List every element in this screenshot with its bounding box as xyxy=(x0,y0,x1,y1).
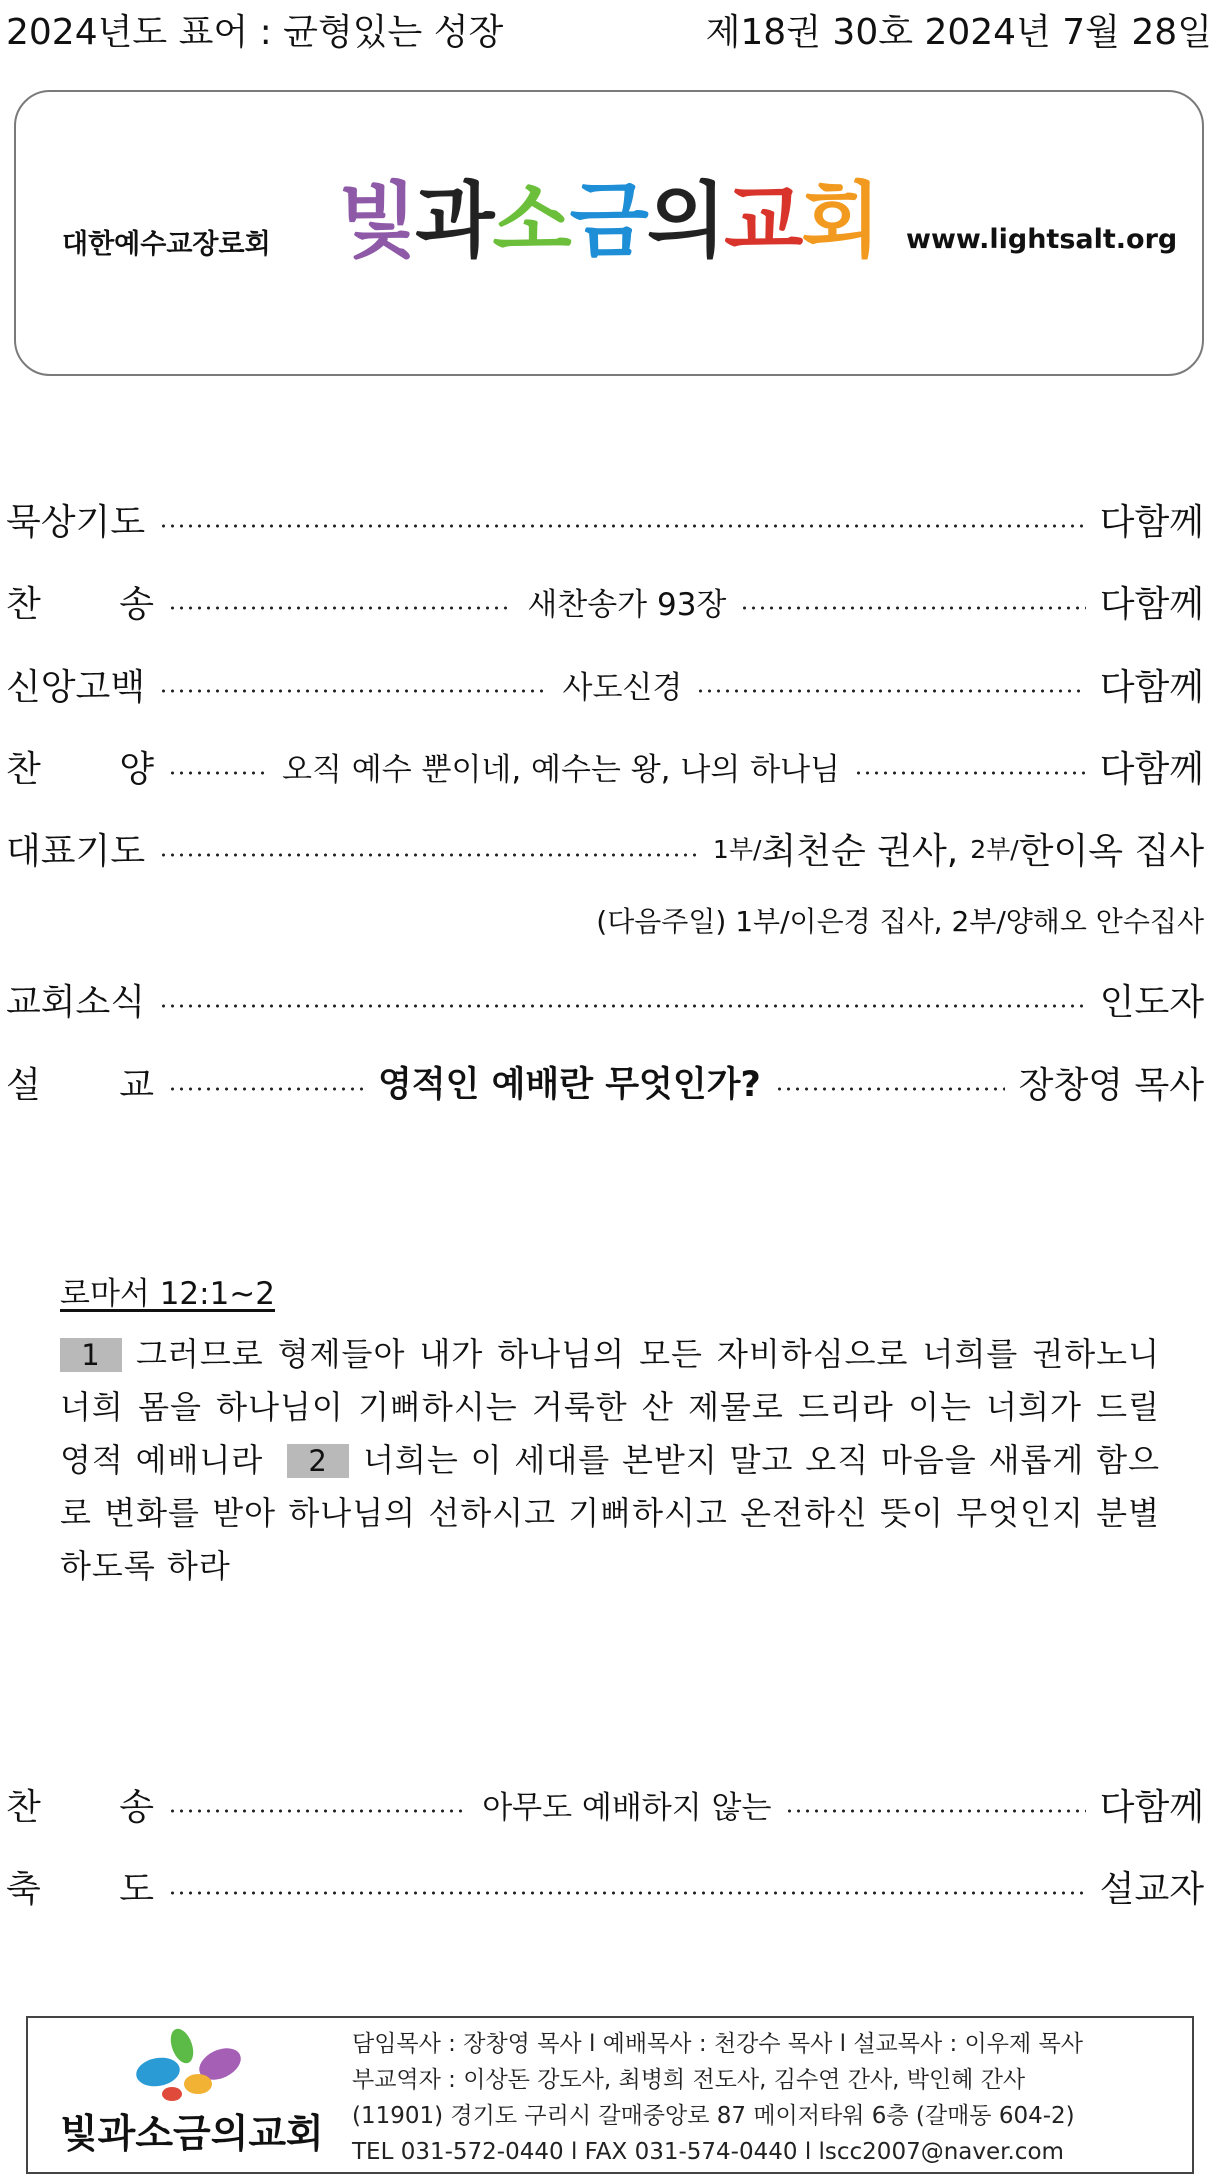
order-detail: 사도신경 xyxy=(562,669,683,706)
order-label: 찬 양 xyxy=(6,748,154,790)
order-label: 묵상기도 xyxy=(6,501,146,543)
order-label: 찬 송 xyxy=(6,1786,154,1828)
website-link[interactable]: www.lightsalt.org xyxy=(906,224,1178,255)
footer-church-name: 빛과소금의교회 xyxy=(60,2111,324,2157)
dot-leader xyxy=(168,1087,364,1091)
scripture-reference: 로마서 12:1~2 xyxy=(60,1276,276,1312)
church-flower-icon xyxy=(120,2024,260,2104)
sermon-title: 영적인 예배란 무엇인가? xyxy=(378,1065,761,1105)
preacher: 장창영 목사 xyxy=(1018,1064,1204,1106)
petal-blue xyxy=(134,2054,182,2089)
dot-leader xyxy=(775,1087,1005,1091)
order-label: 축 도 xyxy=(6,1868,154,1910)
verse-number: 2 xyxy=(287,1444,349,1478)
logo-char: 금 xyxy=(569,173,647,269)
logo-char: 회 xyxy=(801,173,879,269)
dot-leader xyxy=(168,771,268,775)
footer-staff-line: 담임목사 : 장창영 목사 l 예배목사 : 천강수 목사 l 설교목사 : 이우제 목사 xyxy=(352,2031,1083,2057)
order-leader: 다함께 xyxy=(1099,748,1204,790)
dot-leader xyxy=(159,853,699,857)
order-leader: 다함께 xyxy=(1099,666,1205,708)
church-logo-wordmark xyxy=(338,173,879,269)
order-row-silent-prayer xyxy=(6,495,1204,543)
order-leader: 설교자 xyxy=(1099,1868,1204,1910)
order-row-praise xyxy=(6,742,1204,790)
service-prefix: 2부/ xyxy=(970,835,1019,864)
prayer-leader-1: 최천순 권사, xyxy=(761,830,959,872)
logo-char: 교 xyxy=(724,173,802,269)
order-leader: 인도자 xyxy=(1099,981,1204,1023)
order-detail: 오직 예수 뿐이네, 예수는 왕, 나의 하나님 xyxy=(282,751,840,788)
issue-date: 제18권 30호 2024년 7월 28일 xyxy=(705,12,1212,53)
dot-leader xyxy=(168,606,513,610)
order-label: 교회소식 xyxy=(6,981,146,1023)
order-row-creed xyxy=(6,660,1204,708)
denomination-label: 대한예수교장로회 xyxy=(62,229,271,260)
order-label: 신앙고백 xyxy=(6,666,146,708)
prayer-leader-2: 한이옥 집사 xyxy=(1018,830,1204,872)
dot-leader xyxy=(168,1809,468,1813)
order-row-representative-prayer xyxy=(6,824,1204,872)
order-detail: 새찬송가 93장 xyxy=(527,586,727,623)
petal-yellow xyxy=(184,2074,212,2094)
footer-contact-info xyxy=(352,2026,1182,2170)
footer-assistants-line: 부교역자 : 이상돈 강도사, 최병희 전도사, 김수연 간사, 박인혜 간사 xyxy=(352,2067,1026,2093)
dot-leader xyxy=(854,771,1086,775)
dot-leader xyxy=(168,1891,1086,1895)
order-row-closing-hymn xyxy=(6,1780,1204,1828)
dot-leader xyxy=(740,606,1085,610)
order-row-sermon xyxy=(6,1058,1204,1106)
verse-text: 너희는 이 세대를 본받지 말고 오직 마음을 새롭게 함으로 변화를 받아 하나님의 선하시고 기뻐하시고 온전하신 뜻이 무엇인지 분별하도록 하라 xyxy=(60,1441,1160,1585)
dot-leader xyxy=(159,1004,1086,1008)
order-leader: 다함께 xyxy=(1099,583,1205,625)
order-row-benediction xyxy=(6,1862,1204,1910)
footer-phone-line[interactable]: TEL 031-572-0440 l FAX 031-574-0440 l lscc2007@naver.com xyxy=(352,2139,1064,2165)
logo-char: 과 xyxy=(415,173,493,269)
order-row-announcements xyxy=(6,975,1204,1023)
order-detail: 아무도 예배하지 않는 xyxy=(482,1789,772,1826)
logo-char: 소 xyxy=(492,173,570,269)
logo-char: 의 xyxy=(646,173,725,269)
order-row-hymn xyxy=(6,577,1204,625)
dot-leader xyxy=(696,689,1085,693)
service-prefix: 1부/ xyxy=(712,835,762,864)
order-leader: 다함께 xyxy=(1099,1786,1204,1828)
dot-leader xyxy=(159,524,1086,528)
footer-address-line: (11901) 경기도 구리시 갈매중앙로 87 메이저타워 6층 (갈매동 604-2) xyxy=(352,2103,1075,2129)
next-week-prayer-note: (다음주일) 1부/이은경 집사, 2부/양해오 안수집사 xyxy=(596,905,1204,938)
dot-leader xyxy=(159,689,548,693)
logo-char: 빛 xyxy=(338,173,416,269)
order-leader: 다함께 xyxy=(1099,501,1204,543)
bulletin-theme: 2024년도 표어 : 균형있는 성장 xyxy=(6,12,504,53)
scripture-text xyxy=(60,1328,1160,1593)
order-label: 찬 송 xyxy=(6,583,154,625)
order-label: 대표기도 xyxy=(6,830,146,872)
petal-red xyxy=(162,2087,182,2101)
dot-leader xyxy=(785,1809,1085,1813)
verse-text: 그러므로 형제들아 내가 하나님의 모든 자비하심으로 너희를 권하노니 너희 몸을 하나님이 기뻐하시는 거룩한 산 제물로 드리라 이는 너희가 드릴 영적 예배니라 xyxy=(60,1335,1160,1479)
order-label: 설 교 xyxy=(6,1064,154,1106)
verse-number: 1 xyxy=(60,1338,122,1372)
